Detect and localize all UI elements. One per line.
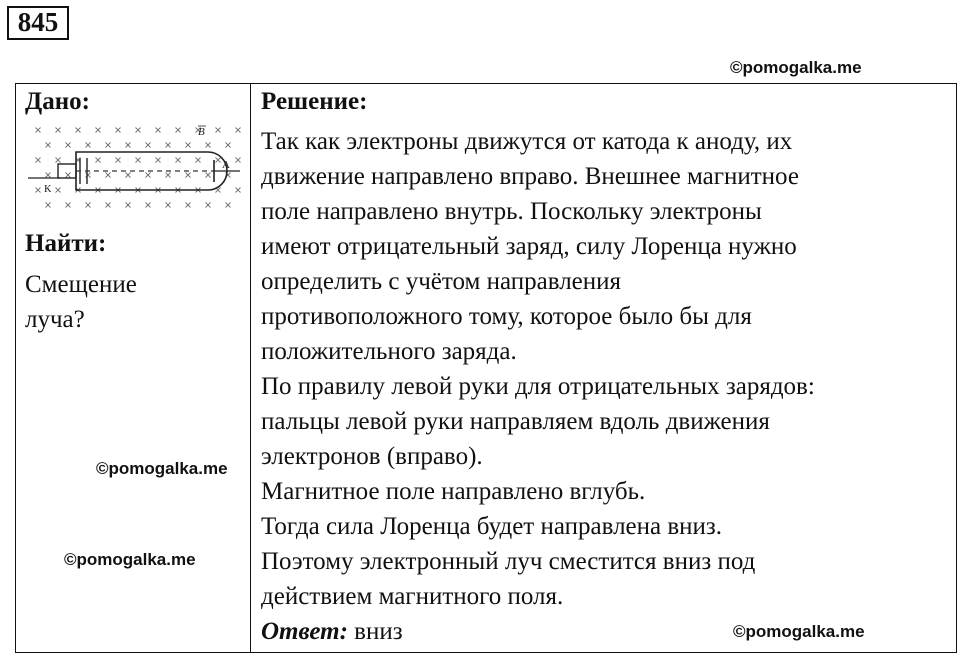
- solution-line: Магнитное поле направлено вглубь.: [261, 478, 646, 505]
- solution-line: Тогда сила Лоренца будет направлена вниз.: [261, 513, 723, 540]
- solution-line: По правилу левой руки для отрицательных зарядов:: [261, 373, 815, 400]
- magnetic-field-crosses: [36, 128, 241, 208]
- find-line: луча?: [25, 306, 85, 333]
- answer-label: Ответ:: [261, 618, 348, 645]
- problem-number: 845: [7, 6, 69, 40]
- solution-table: [15, 83, 957, 653]
- cathode-label: К: [44, 183, 52, 195]
- answer-line: [261, 614, 815, 649]
- solution-line: действием магнитного поля.: [261, 583, 564, 610]
- solution-line: положительного заряда.: [261, 338, 517, 365]
- given-heading: Дано:: [25, 88, 90, 115]
- answer-value: вниз: [347, 618, 403, 645]
- solution-line: электронов (вправо).: [261, 443, 483, 470]
- column-divider: [250, 84, 251, 652]
- find-line: Смещение: [25, 271, 137, 298]
- anode-label: A: [222, 159, 230, 171]
- watermark: ©pomogalka.me: [733, 622, 865, 641]
- solution-text: [261, 124, 815, 649]
- cathode-ray-tube-figure: [28, 122, 244, 214]
- solution-line: имеют отрицательный заряд, силу Лоренца нужно: [261, 233, 797, 260]
- solution-line: движение направлено вправо. Внешнее магнитное: [261, 163, 799, 190]
- watermark: ©pomogalka.me: [730, 58, 862, 77]
- field-label-b: B: [198, 126, 205, 138]
- solution-line: поле направлено внутрь. Поскольку электроны: [261, 198, 762, 225]
- solution-line: определить с учётом направления: [261, 268, 622, 295]
- find-heading: Найти:: [25, 230, 107, 257]
- given-column: [16, 84, 250, 652]
- solution-line: Так как электроны движутся от катода к аноду, их: [261, 128, 793, 155]
- solution-line: Поэтому электронный луч сместится вниз под: [261, 548, 756, 575]
- solution-line: пальцы левой руки направляем вдоль движения: [261, 408, 770, 435]
- watermark: ©pomogalka.me: [64, 550, 196, 569]
- solution-column: [261, 84, 951, 652]
- find-text: [25, 267, 137, 337]
- solution-heading: Решение:: [261, 88, 368, 115]
- solution-line: противоположного тому, которое было бы для: [261, 303, 752, 330]
- watermark: ©pomogalka.me: [96, 459, 228, 478]
